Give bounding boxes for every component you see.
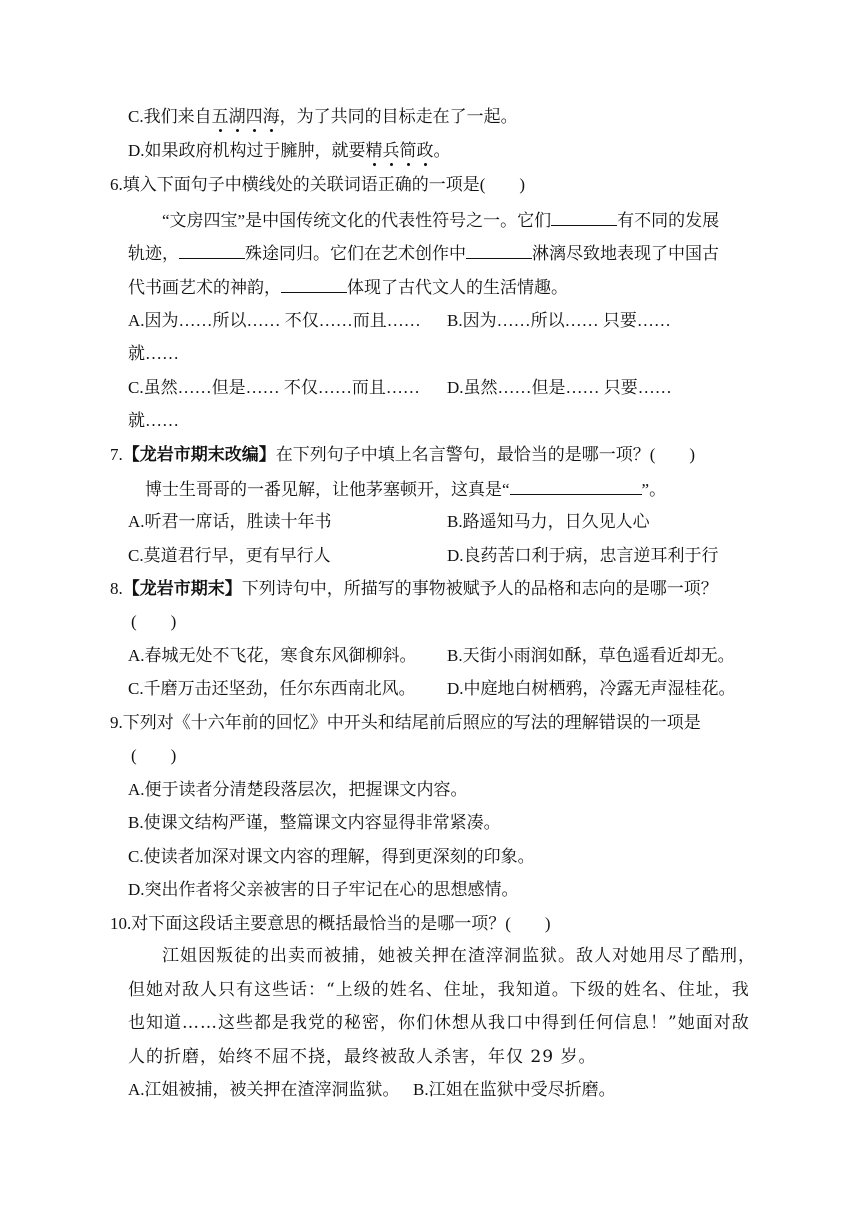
q10-option-b: B.江姐在监狱中受尽折磨。	[413, 1080, 616, 1099]
q8-option-c: C.千磨万击还坚劲，任尔东西南北风。	[128, 679, 416, 698]
q6-blank-4	[281, 276, 347, 293]
q7-option-b: B.路遥知马力，日久见人心	[447, 512, 650, 531]
q9-option-d: D.突出作者将父亲被害的日子牢记在心的思想感情。	[128, 880, 519, 899]
q6-passage-line1: “文房四宝”是中国传统文化的代表性符号之一。它们 有不同的发展	[162, 211, 720, 230]
q8-option-a: A.春城无处不飞花，寒食东风御柳斜。	[128, 646, 417, 665]
q9-stem: 9.下列对《十六年前的回忆》中开头和结尾前后照应的写法的理解错误的一项是	[110, 713, 701, 732]
q6-passage-line3: 代书画艺术的神韵， 体现了古代文人的生活情趣。	[128, 278, 568, 297]
q8-source-tag: 【龙岩市期末】	[122, 579, 242, 598]
q7-blank	[510, 478, 642, 495]
q6-option-a: A.因为……所以…… 不仅……而且……	[128, 311, 421, 330]
q10-passage-line3: 也知道……这些都是我党的秘密，你们休想从我口中得到任何信息！”她面对敌	[128, 1013, 750, 1033]
q6-option-b-cont: 就……	[128, 344, 179, 363]
q8-option-b: B.天街小雨润如酥，草色遥看近却无。	[447, 646, 735, 665]
q6-option-d-cont: 就……	[128, 411, 179, 430]
q7-option-c: C.莫道君行早，更有早行人	[128, 546, 331, 565]
q5-option-d-emphasis: 精兵简政	[365, 141, 434, 160]
q6-blank-1	[551, 209, 617, 226]
q10-stem: 10.对下面这段话主要意思的概括最恰当的是哪一项？( )	[110, 914, 551, 933]
q8-stem: 8.【龙岩市期末】下列诗句中，所描写的事物被赋予人的品格和志向的是哪一项？	[110, 579, 718, 598]
q9-option-c: C.使读者加深对课文内容的理解，得到更深刻的印象。	[128, 847, 535, 866]
q7-source-tag: 【龙岩市期末改编】	[122, 445, 276, 464]
q6-option-d: D.虽然……但是…… 只要……	[447, 378, 672, 397]
q9-option-a: A.便于读者分清楚段落层次，把握课文内容。	[128, 780, 468, 799]
q5-option-c: C.我们来自五湖四海，为了共同的目标走在了一起。	[128, 107, 518, 126]
q6-blank-2	[179, 242, 245, 259]
q10-option-a: A.江姐被捕，被关押在渣滓洞监狱。	[128, 1080, 400, 1099]
q6-stem: 6.填入下面句子中横线处的关联词语正确的一项是( )	[110, 175, 526, 194]
q9-option-b: B.使课文结构严谨，整篇课文内容显得非常紧凑。	[128, 813, 501, 832]
q8-option-d: D.中庭地白树栖鸦，冷露无声湿桂花。	[447, 679, 736, 698]
q10-passage-line4: 人的折磨，始终不屈不挠，最终被敌人杀害，年仅 29 岁。	[128, 1047, 597, 1067]
q9-answer-paren: ( )	[131, 746, 177, 765]
q5-option-c-emphasis: 五湖四海	[211, 107, 280, 126]
q8-answer-paren: ( )	[131, 612, 177, 631]
q10-passage-line1: 江姐因叛徒的出卖而被捕，她被关押在渣滓洞监狱。敌人对她用尽了酷刑，	[162, 946, 756, 966]
q6-blank-3	[466, 242, 532, 259]
q10-passage-line2: 但她对敌人只有这些话：“上级的姓名、住址，我知道。下级的姓名、住址，我	[128, 980, 750, 1000]
q7-option-a: A.听君一席话，胜读十年书	[128, 512, 332, 531]
q7-stem: 7.【龙岩市期末改编】在下列句子中填上名言警句，最恰当的是哪一项？( )	[110, 445, 696, 464]
q7-option-d: D.良药苦口利于病，忠言逆耳利于行	[447, 546, 719, 565]
q5-option-d: D.如果政府机构过于臃肿，就要精兵简政。	[128, 141, 451, 160]
q6-passage-line2: 轨迹， 殊途同归。它们在艺术创作中 淋漓尽致地表现了中国古	[128, 244, 719, 263]
q6-option-b: B.因为……所以…… 只要……	[447, 311, 671, 330]
q6-option-c: C.虽然……但是…… 不仅……而且……	[128, 378, 420, 397]
q7-sentence: 博士生哥哥的一番见解，让他茅塞顿开，这真是“ ”。	[145, 480, 667, 499]
